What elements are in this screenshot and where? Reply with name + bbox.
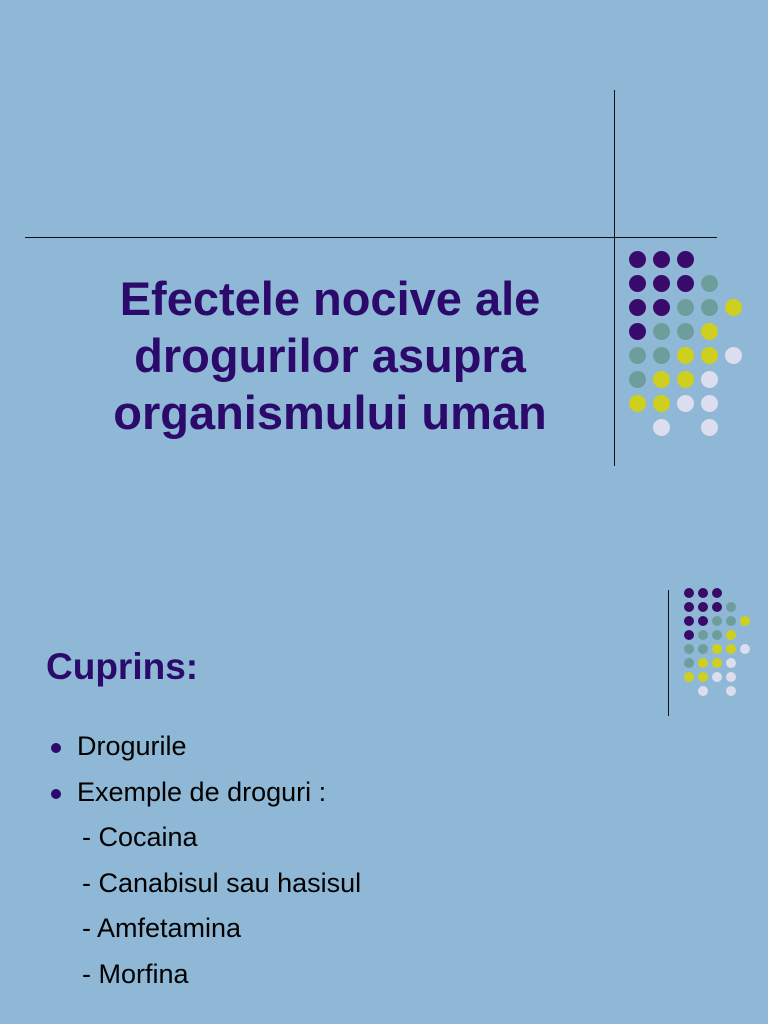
list-item-text: Drogurile [77, 731, 187, 761]
title-line-2: drogurilor asupra [134, 329, 526, 382]
list-item-text: - Canabisul sau hasisul [82, 868, 362, 898]
list-item-text: - Amfetamina [82, 913, 242, 943]
list-item [82, 867, 361, 899]
list-item-text: Exemple de droguri : [77, 777, 327, 807]
list-item [77, 776, 326, 808]
bullet-icon [51, 743, 61, 753]
title-line-1: Efectele nocive ale [119, 272, 541, 325]
bullet-icon [51, 789, 61, 799]
list-item [82, 958, 189, 990]
list-item-text: - Morfina [82, 959, 189, 989]
list-item-text: - Cocaina [82, 822, 198, 852]
list-item [77, 730, 187, 762]
title-line-3: organismului uman [113, 386, 547, 439]
list-item [82, 821, 198, 853]
list-item [82, 912, 241, 944]
contents-heading: Cuprins: [46, 646, 199, 687]
